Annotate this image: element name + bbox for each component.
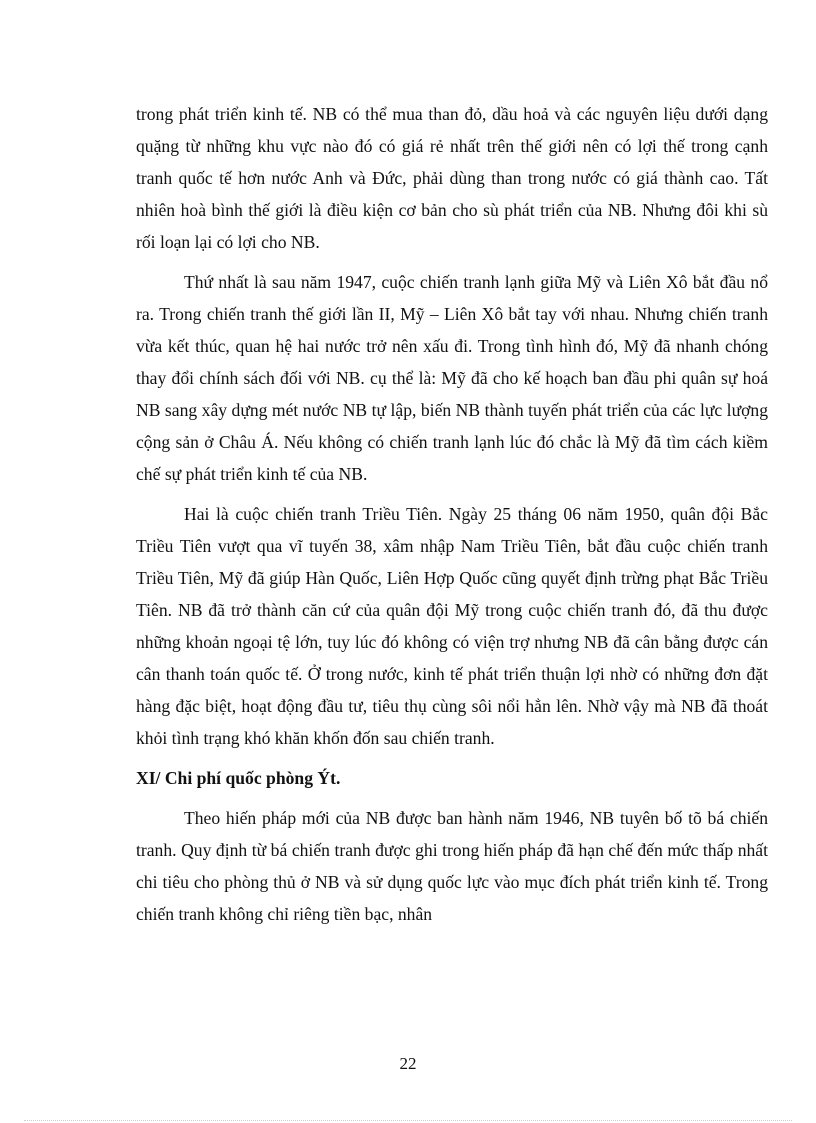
section-heading: XI/ Chi phí quốc phòng Ýt. (136, 768, 341, 788)
paragraph-cold-war: Thứ nhất là sau năm 1947, cuộc chiến tranh lạnh giữa Mỹ và Liên Xô bắt đầu nổ ra. Trong chiến tranh thế giới lần II, Mỹ – Liên Xô bắt tay với nhau. Nhưng chiến tranh vừa kết thúc, quan hệ hai nước trở nên xấu đi. Trong tình hình đó, Mỹ đã nhanh chóng thay đổi chính sách đối với NB. cụ thể là: Mỹ đã cho kế hoạch ban đầu phi quân sự hoá NB sang xây dựng mét nước NB tự lập, biến NB thành tuyến phát triển của các lực lượng cộng sản ở Châu Á. Nếu không có chiến tranh lạnh lúc đó chắc là Mỹ đã tìm cách kiềm chế sự phát triển kinh tế của NB. (136, 272, 768, 484)
page-bottom-divider (24, 1120, 792, 1121)
document-page (136, 98, 768, 938)
page-number: 22 (399, 1054, 417, 1073)
paragraph-defense-spending: Theo hiến pháp mới của NB được ban hành năm 1946, NB tuyên bố tõ bá chiến tranh. Quy định từ bá chiến tranh được ghi trong hiến pháp đã hạn chế đến mức thấp nhất chi tiêu cho phòng thủ ở NB và sử dụng quốc lực vào mục đích phát triển kinh tế. Trong chiến tranh không chỉ riêng tiền bạc, nhân (136, 808, 768, 924)
paragraph-korean-war: Hai là cuộc chiến tranh Triều Tiên. Ngày 25 tháng 06 năm 1950, quân đội Bắc Triều Tiên vượt qua vĩ tuyến 38, xâm nhập Nam Triều Tiên, bắt đầu cuộc chiến tranh Triều Tiên, Mỹ đã giúp Hàn Quốc, Liên Hợp Quốc cũng quyết định trừng phạt Bắc Triều Tiên. NB đã trở thành căn cứ của quân đội Mỹ trong cuộc chiến tranh đó, đã thu được những khoản ngoại tệ lớn, tuy lúc đó không có viện trợ nhưng NB đã cân bằng được cán cân thanh toán quốc tế. Ở trong nước, kinh tế phát triển thuận lợi nhờ có những đơn đặt hàng đặc biệt, hoạt động đầu tư, tiêu thụ cùng sôi nổi hẳn lên. Nhờ vậy mà NB đã thoát khỏi tình trạng khó khăn khốn đốn sau chiến tranh. (136, 504, 768, 748)
paragraph-continuation: trong phát triển kinh tế. NB có thể mua than đỏ, dầu hoả và các nguyên liệu dưới dạng quặng từ những khu vực nào đó có giá rẻ nhất trên thế giới nên có lợi thế trong cạnh tranh quốc tế hơn nước Anh và Đức, phải dùng than trong nước có giá thành cao. Tất nhiên hoà bình thế giới là điều kiện cơ bản cho sù phát triển của NB. Nhưng đôi khi sù rối loạn lại có lợi cho NB. (136, 104, 768, 252)
